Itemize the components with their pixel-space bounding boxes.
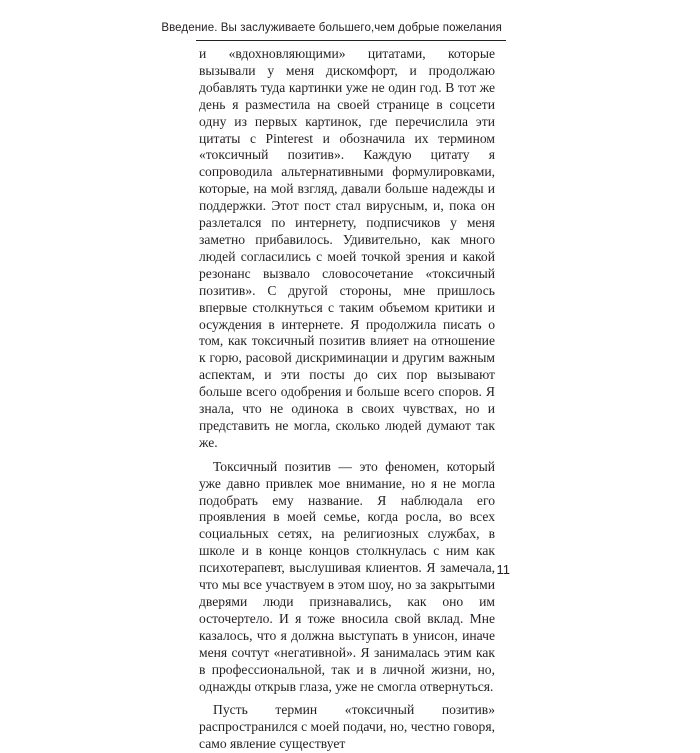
running-header: Введение. Вы заслуживаете большего,чем добрые пожелания xyxy=(161,22,502,34)
paragraph-1: и «вдохновляющими» цитатами, которые вызывали у меня дискомфорт, и продолжаю добавлять туда картинки уже не один год. В тот же день я разместила на своей странице в соцсети одну из первых картинок, где перечислила эти цитаты с Pinterest и обозначила их термином «токсичный позитив». Каждую цитату я сопроводила альтернативными формулировками, которые, на мой взгляд, давали больше надежды и поддержки. Этот пост стал вирусным, и, пока он разлетался по интернету, подписчиков у меня заметно прибавилось. Удивительно, как много людей согласились с моей точкой зрения и какой резонанс вызвало словосочетание «токсичный позитив». С другой стороны, мне пришлось впервые столкнуться с таким объемом критики и осуждения в интернете. Я продолжила писать о том, как токсичный позитив влияет на отношение к горю, расовой дискриминации и другим важным аспектам, и эти посты до сих пор вызывают больше всего одобрения и больше всего споров. Я знала, что не одинока в своих чувствах, но и представить не могла, сколько людей думают так же. xyxy=(199,46,495,450)
paragraph-2: Токсичный позитив — это феномен, который уже давно привлек мое внимание, но я не могла подобрать ему название. Я наблюдала его проявления в моей семье, когда росла, во всех социальных сетях, на религиозных службах, в школе и в конце концов столкнулась с ним как психотерапевт, выслушивая клиентов. Я замечала, что мы все участвуем в этом шоу, но за закрытыми дверями люди признавались, как оно им осточертело. И я тоже вносила свой вклад. Мне казалось, что я должна выступать в унисон, иначе меня сочтут «негативной». Я занималась этим как в профессиональной, так и в личной жизни, но, однажды открыв глаза, уже не смогла отвернуться. xyxy=(199,458,495,694)
page-number: 11 xyxy=(496,562,510,577)
header-rule xyxy=(196,40,506,41)
body-text xyxy=(199,46,495,753)
paragraph-3: Пусть термин «токсичный позитив» распространился с моей подачи, но, честно говоря, само явление существует xyxy=(199,702,495,752)
